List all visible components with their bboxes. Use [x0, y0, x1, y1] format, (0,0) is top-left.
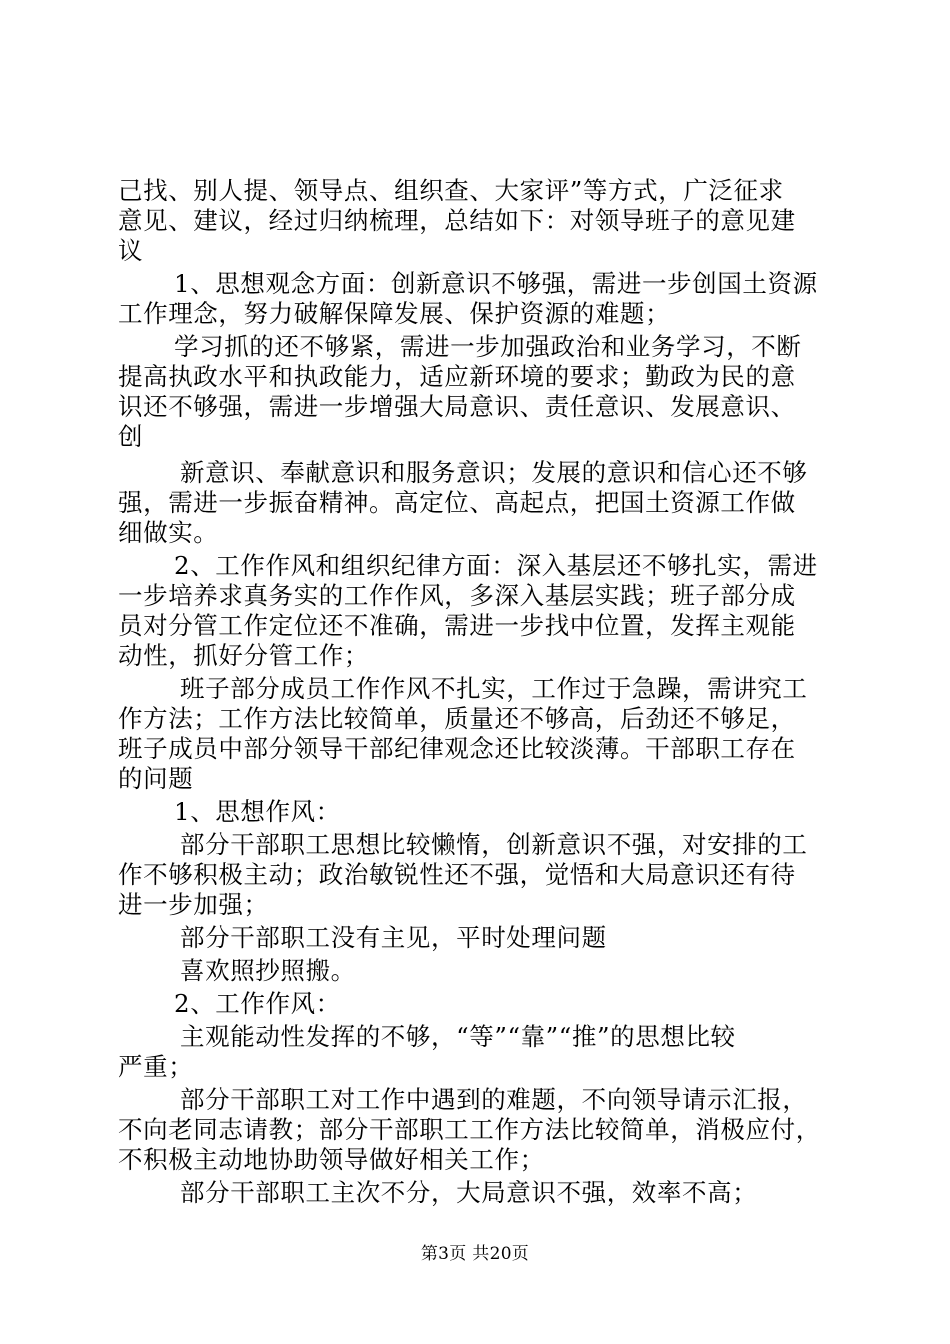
body-line: 部分干部职工对工作中遇到的难题，不向领导请示汇报，: [180, 1085, 808, 1114]
body-line: 部分干部职工主次不分，大局意识不强，效率不高；: [180, 1178, 758, 1207]
body-line: 工作理念，努力破解保障发展、保护资源的难题；: [118, 299, 671, 328]
body-line: 的问题: [118, 764, 194, 793]
body-line: 1、思想作风：: [174, 797, 341, 826]
body-line: 进一步加强；: [118, 890, 269, 919]
body-line: 2、工作作风：: [174, 989, 341, 1018]
body-line: 班子成员中部分领导干部纪律观念还比较淡薄。干部职工存在: [118, 734, 796, 763]
body-line: 动性，抓好分管工作；: [118, 641, 369, 670]
body-line: 己找、别人提、领导点、组织查、大家评”等方式，广泛征求: [118, 176, 784, 205]
body-line: 班子部分成员工作作风不扎实，工作过于急躁，需讲究工: [180, 674, 808, 703]
body-line: 议: [118, 236, 144, 265]
body-line: 作方法；工作方法比较简单，质量还不够高，后劲还不够足，: [118, 704, 796, 733]
body-line: 一步培养求真务实的工作作风，多深入基层实践；班子部分成: [118, 581, 796, 610]
body-line: 细做实。: [118, 518, 219, 547]
body-line: 创: [118, 422, 144, 451]
body-line: 部分干部职工没有主见，平时处理问题: [180, 923, 607, 952]
body-line: 严重；: [118, 1052, 194, 1081]
body-line: 不向老同志请教；部分干部职工工作方法比较简单，消极应付，: [118, 1115, 821, 1144]
body-line: 作不够积极主动；政治敏锐性还不强，觉悟和大局意识还有待: [118, 860, 796, 889]
body-line: 提高执政水平和执政能力，适应新环境的要求；勤政为民的意: [118, 362, 796, 391]
body-line: 不积极主动地协助领导做好相关工作；: [118, 1145, 545, 1174]
body-line: 1、思想观念方面：创新意识不够强，需进一步创国土资源: [174, 269, 818, 298]
body-line: 识还不够强，需进一步增强大局意识、责任意识、发展意识、: [118, 392, 796, 421]
body-line: 2、工作作风和组织纪律方面：深入基层还不够扎实，需进: [174, 551, 818, 580]
body-line: 学习抓的还不够紧，需进一步加强政治和业务学习，不断: [174, 332, 802, 361]
page-number-footer: 第3页 共20页: [420, 1244, 530, 1264]
body-line: 部分干部职工思想比较懒惰，创新意识不强，对安排的工: [180, 830, 808, 859]
body-line: 员对分管工作定位还不准确，需进一步找中位置，发挥主观能: [118, 611, 796, 640]
body-line: 新意识、奉献意识和服务意识；发展的意识和信心还不够: [180, 458, 808, 487]
body-line: 喜欢照抄照搬。: [180, 956, 356, 985]
body-line: 意见、建议，经过归纳梳理，总结如下：对领导班子的意见建: [118, 206, 796, 235]
body-line: 主观能动性发挥的不够，“等”“靠”“推”的思想比较: [180, 1022, 736, 1051]
body-line: 强，需进一步振奋精神。高定位、高起点，把国土资源工作做: [118, 488, 796, 517]
document-body: [118, 176, 830, 1208]
